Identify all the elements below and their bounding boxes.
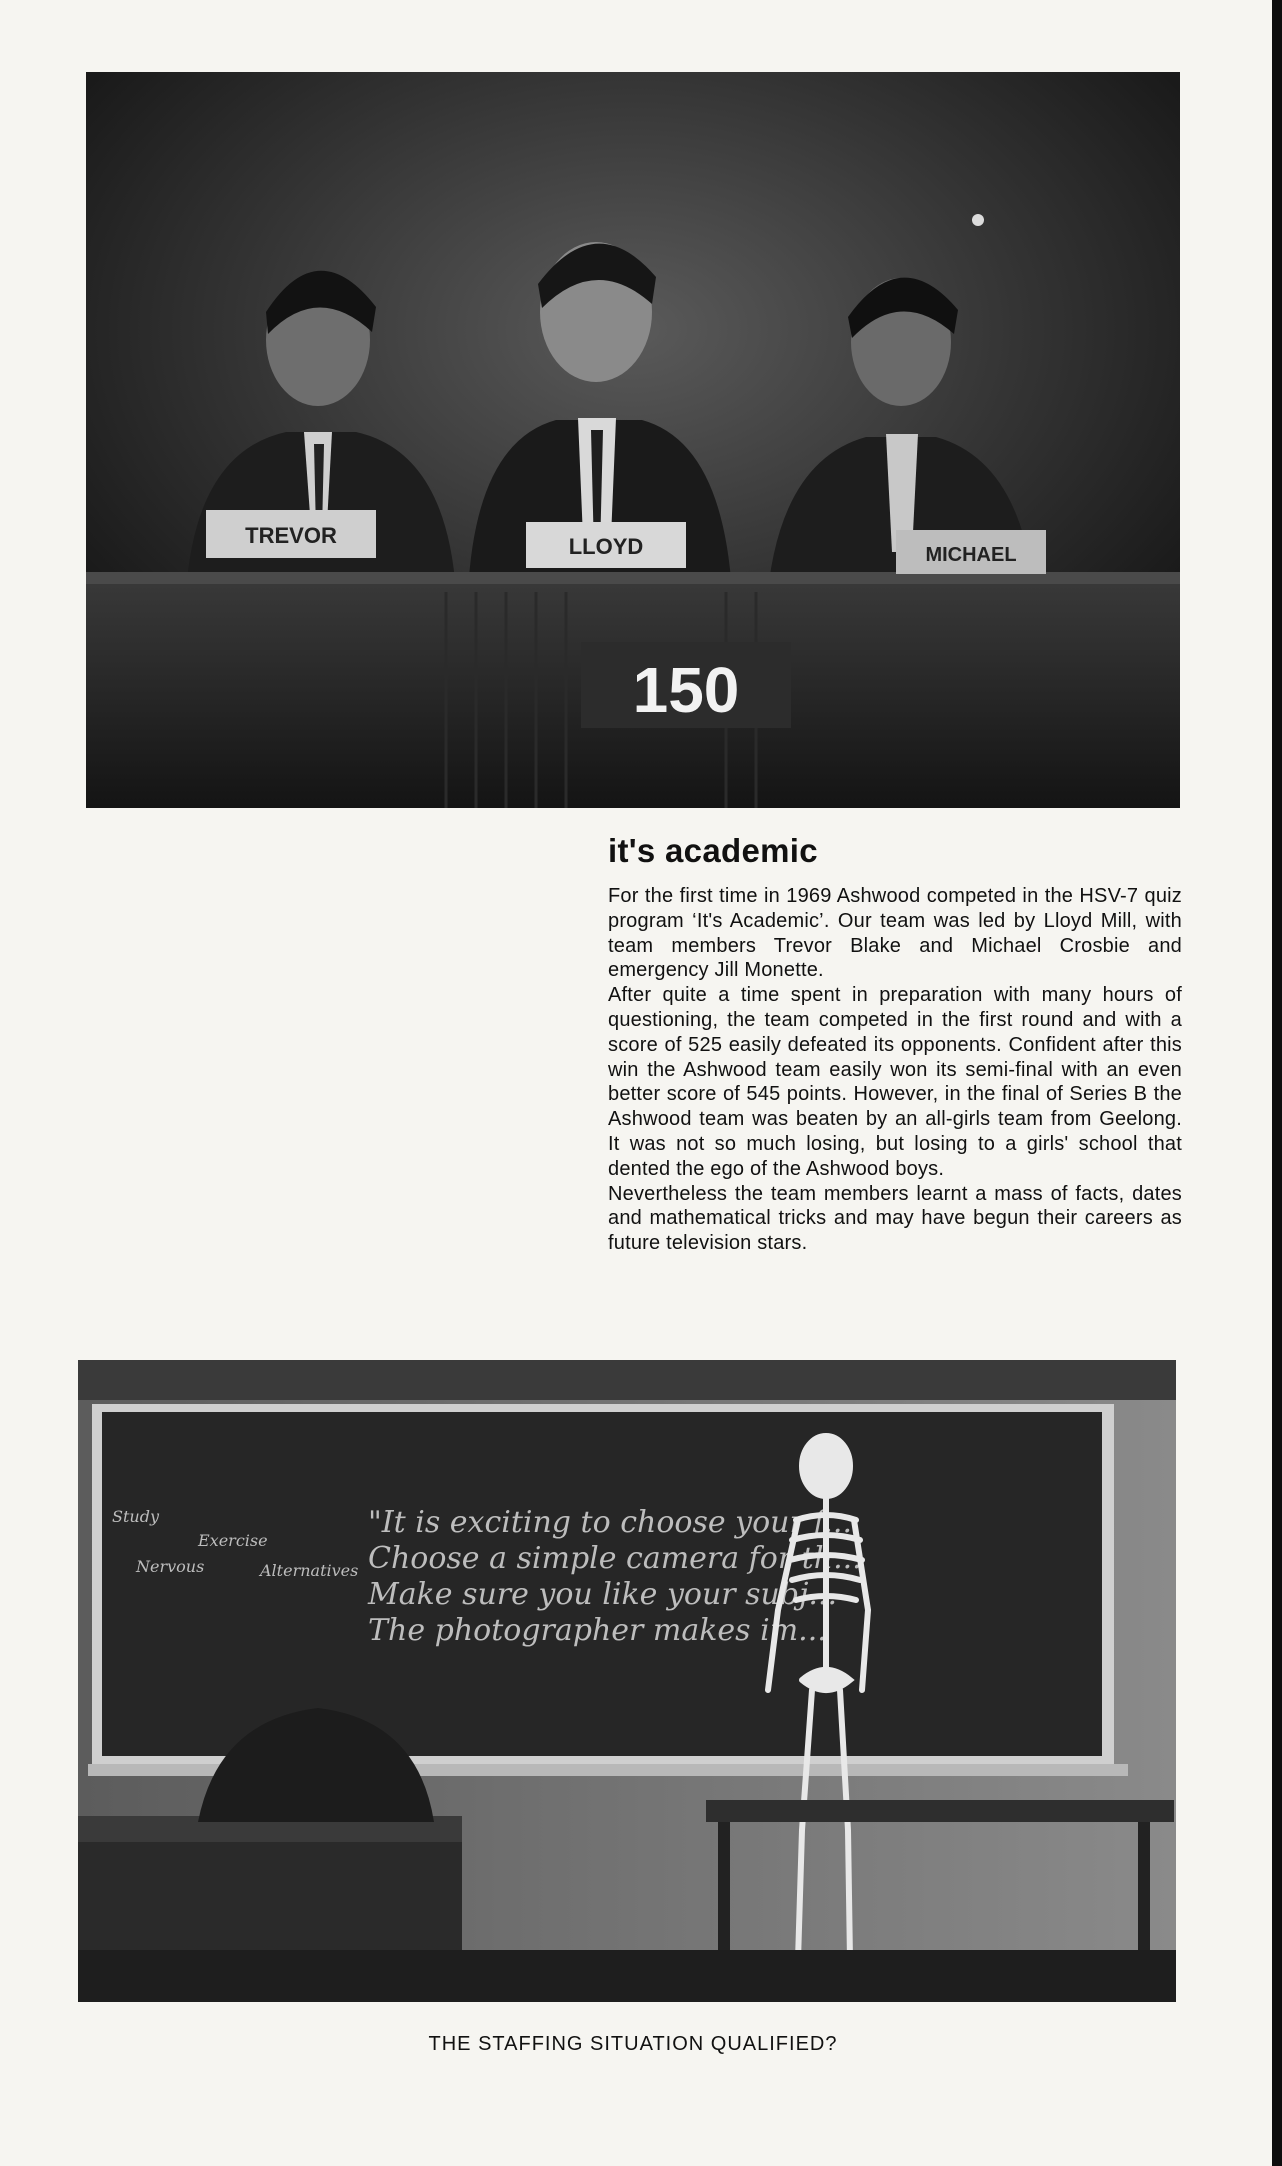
quiz-show-photo [86,72,1180,808]
classroom-photo [78,1360,1176,2002]
article-paragraph: After quite a time spent in preparation with many hours of questioning, the team competed in the first round and with a score of 525 easily defeated its opponents. Confident after this win the Ashwood team easily won its semi-final with an even better score of 545 points. However, in the final of Series B the Ashwood team was beaten by an all-girls team from Geelong. It was not so much losing, but losing to a girls' school that dented the ego of the Ashwood boys. [608,984,1182,1180]
score-display-value: 150 [632,654,740,726]
board-side-note: Alternatives [260,1561,359,1580]
page-binding-edge [1272,0,1282,2166]
blackboard-line: "It is exciting to choose your f... [368,1505,852,1540]
board-side-note: Exercise [198,1531,268,1550]
board-side-note: Study [112,1507,159,1526]
name-card-trevor-label: TREVOR [245,523,337,548]
name-card-lloyd-label: LLOYD [568,534,644,559]
board-side-note: Nervous [136,1557,205,1576]
blackboard-line: Choose a simple camera for th... [368,1541,862,1576]
classroom-photo-graphic [78,1360,1176,2002]
name-card-michael-label: MICHAEL [925,544,1017,566]
photo-caption [0,2033,1180,2056]
article-heading: it's academic [608,832,818,869]
article-paragraph: For the first time in 1969 Ashwood competed in the HSV-7 quiz program ‘It's Academic’. Our team was led by Lloyd Mill, with team members Trevor Blake and Michael Crosbie and emergency Jill Monette. [608,885,1182,982]
blackboard-line: Make sure you like your subj... [368,1577,837,1612]
photo-caption-text: THE STAFFING SITUATION QUALIFIED? [428,2033,838,2055]
quiz-show-photo-graphic [86,72,1180,808]
article-paragraph: Nevertheless the team members learnt a mass of facts, dates and mathematical tricks and may have begun their careers as future television stars. [608,1182,1182,1255]
article [608,832,1182,1256]
blackboard-line: The photographer makes im... [368,1613,827,1648]
